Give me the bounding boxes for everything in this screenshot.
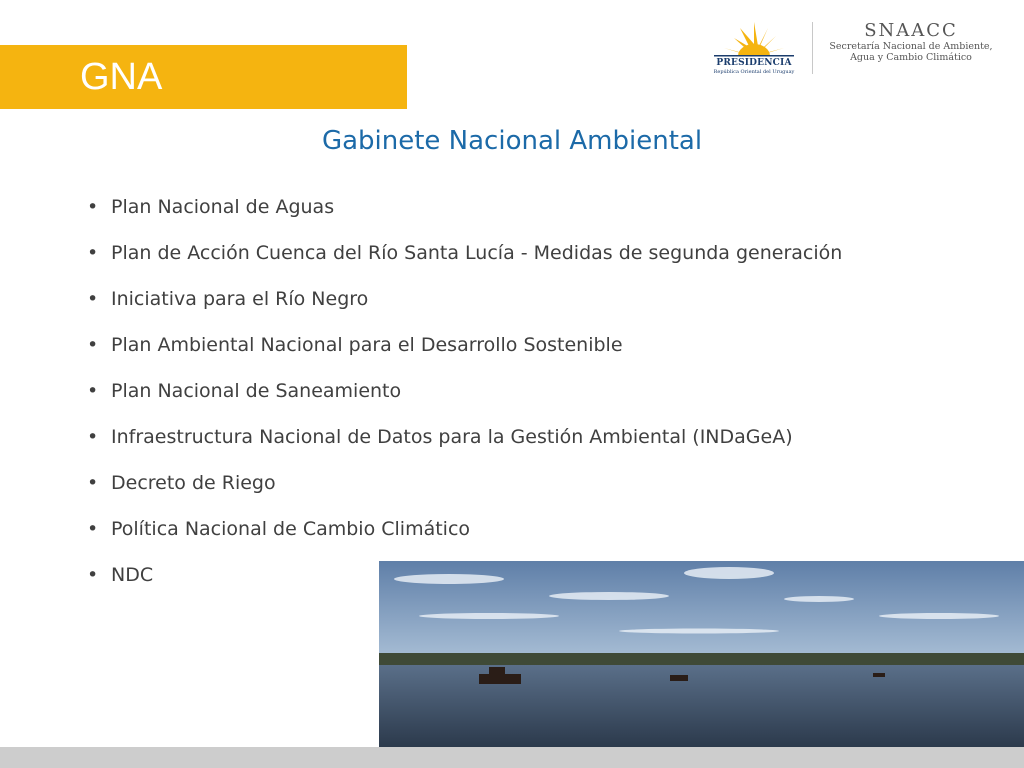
- list-item: • NDC: [87, 558, 842, 604]
- logo-divider: [812, 22, 813, 74]
- bullet-list: [87, 190, 842, 604]
- list-item: • Política Nacional de Cambio Climático: [87, 512, 842, 558]
- slide-title: Gabinete Nacional Ambiental: [321, 126, 703, 156]
- presidencia-logo-text: PRESIDENCIA: [716, 58, 792, 68]
- river-landscape-photo: [379, 561, 1024, 747]
- snaacc-line-2: Agua y Cambio Climático: [850, 52, 972, 63]
- snaacc-logo: [818, 20, 1004, 63]
- header-logos: [704, 18, 1004, 78]
- list-item: • Plan Nacional de Aguas: [87, 190, 842, 236]
- banner-title: GNA: [80, 56, 163, 98]
- list-item: • Plan Nacional de Saneamiento: [87, 374, 842, 420]
- list-item: • Infraestructura Nacional de Datos para la Gestión Ambiental (INDaGeA): [87, 420, 842, 466]
- list-item: • Decreto de Riego: [87, 466, 842, 512]
- list-item: • Iniciativa para el Río Negro: [87, 282, 842, 328]
- snaacc-title: SNAACC: [864, 20, 958, 41]
- list-item: • Plan Ambiental Nacional para el Desarrollo Sostenible: [87, 328, 842, 374]
- presidencia-logo-subtext: República Oriental del Uruguay: [713, 69, 795, 75]
- list-item: • Plan de Acción Cuenca del Río Santa Lucía - Medidas de segunda generación: [87, 236, 842, 282]
- footer-bar: [0, 747, 1024, 768]
- snaacc-line-1: Secretaría Nacional de Ambiente,: [829, 41, 993, 52]
- title-banner: [0, 45, 407, 109]
